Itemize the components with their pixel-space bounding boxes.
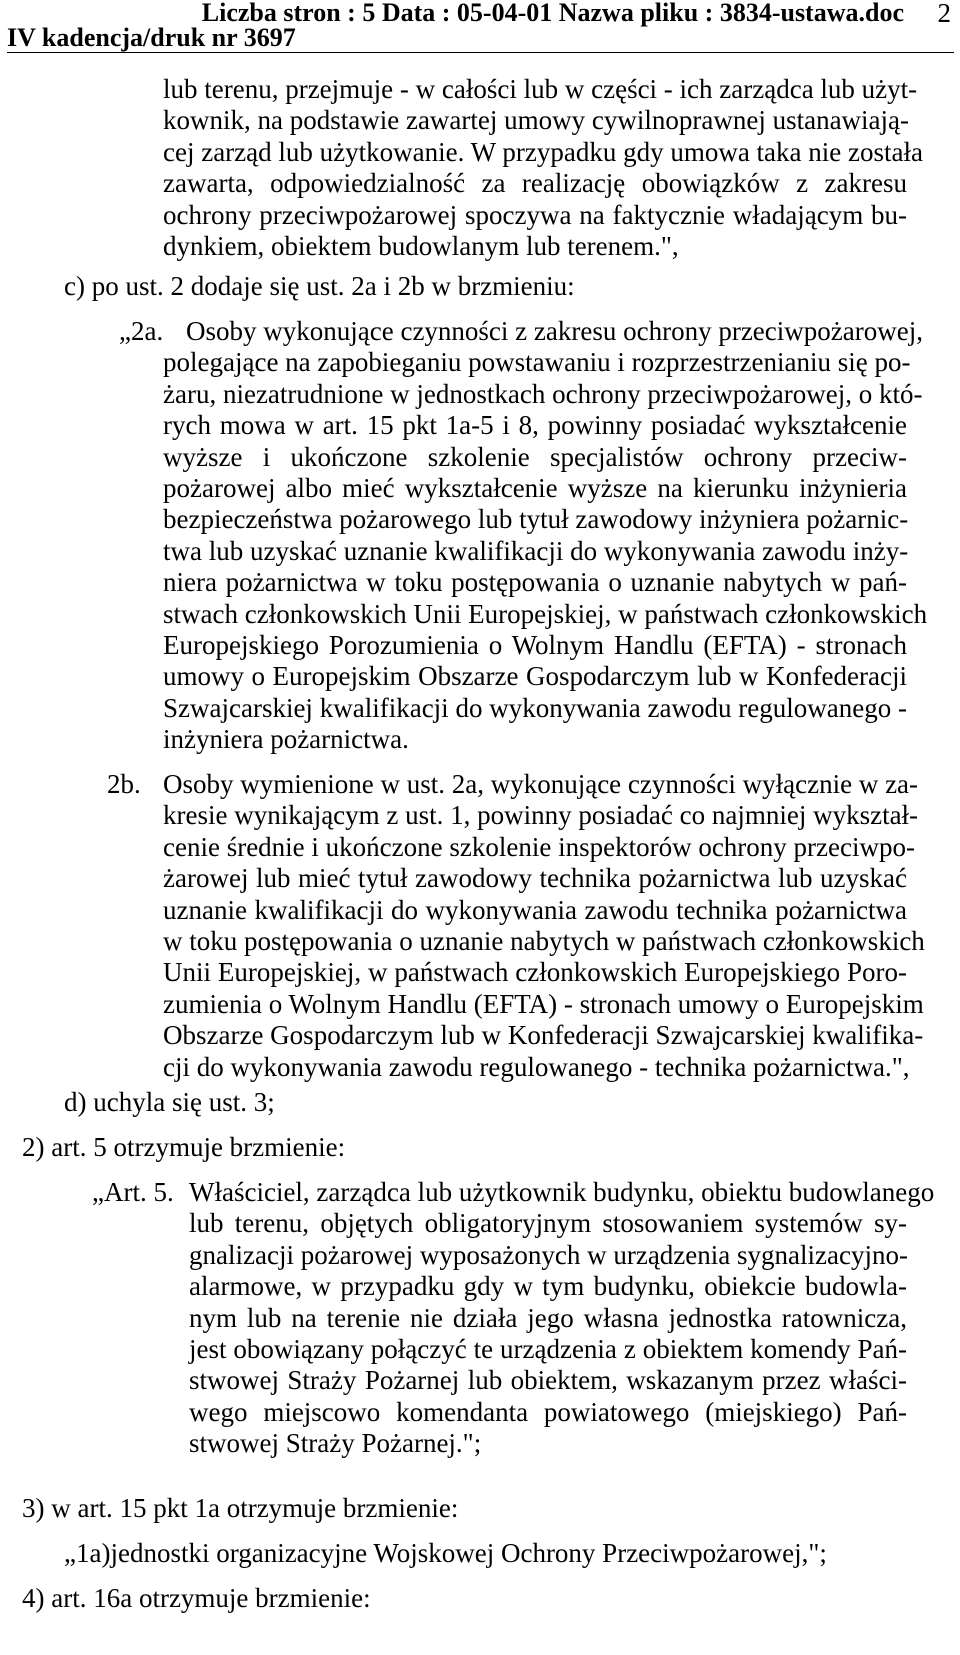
text-line: bezpieczeństwa pożarowego lub tytuł zawodowy inżyniera pożarnic- bbox=[163, 504, 909, 535]
paragraph-2a bbox=[163, 316, 928, 756]
text-line: cej zarząd lub użytkowanie. W przypadku gdy umowa taka nie została bbox=[163, 136, 923, 167]
item-4: 4) art. 16a otrzymuje brzmienie: bbox=[22, 1583, 371, 1613]
intro-paragraph bbox=[163, 74, 923, 262]
text-line: umowy o Europejskim Obszarze Gospodarczym lub w Konfederacji bbox=[163, 661, 907, 692]
text-line: Osoby wymienione w ust. 2a, wykonujące czynności wyłącznie w za- bbox=[163, 769, 919, 799]
item-d: d) uchyla się ust. 3; bbox=[64, 1087, 275, 1117]
paragraph-2b-label: 2b. bbox=[107, 769, 141, 799]
article-5 bbox=[189, 1177, 935, 1460]
text-line: stwowej Straży Pożarnej lub obiektem, wskazanym przez właści- bbox=[189, 1365, 907, 1396]
item-2: 2) art. 5 otrzymuje brzmienie: bbox=[22, 1132, 346, 1162]
text-line: ochrony przeciwpożarowej spoczywa na faktycznie władającym bu- bbox=[163, 199, 907, 230]
paragraph-2b bbox=[163, 769, 925, 1083]
item-c: c) po ust. 2 dodaje się ust. 2a i 2b w brzmieniu: bbox=[64, 271, 575, 301]
text-line: w toku postępowania o uznanie nabytych w państwach członkowskich bbox=[163, 926, 925, 957]
article-5-label: „Art. 5. bbox=[92, 1177, 174, 1207]
header-file-info: Liczba stron : 5 Data : 05-04-01 Nazwa pliku : 3834-ustawa.doc bbox=[201, 0, 904, 27]
text-line: stwowej Straży Pożarnej."; bbox=[189, 1428, 482, 1459]
text-line: pożarowej albo mieć wykształcenie wyższe na kierunku inżynieria bbox=[163, 473, 907, 504]
page-number: 2 bbox=[937, 0, 951, 28]
text-line: Europejskiego Porozumienia o Wolnym Handlu (EFTA) - stronach bbox=[163, 630, 907, 661]
point-1a: „1a)jednostki organizacyjne Wojskowej Ochrony Przeciwpożarowej,"; bbox=[64, 1538, 827, 1568]
page-header bbox=[7, 0, 954, 53]
header-druk-info: IV kadencja/druk nr 3697 bbox=[7, 23, 296, 52]
text-line: uznanie kwalifikacji do wykonywania zawodu technika pożarnictwa bbox=[163, 894, 907, 925]
text-line: Unii Europejskiej, w państwach członkowskich Europejskiego Poro- bbox=[163, 957, 907, 988]
text-line: kresie wynikającym z ust. 1, powinny posiadać co najmniej wykształ- bbox=[163, 800, 919, 831]
text-line: żaru, niezatrudnione w jednostkach ochrony przeciwpożarowej, o któ- bbox=[163, 378, 923, 409]
text-line: inżyniera pożarnictwa. bbox=[163, 724, 409, 755]
item-3: 3) w art. 15 pkt 1a otrzymuje brzmienie: bbox=[22, 1493, 459, 1523]
text-line: żarowej lub mieć tytuł zawodowy technika pożarnictwa lub uzyskać bbox=[163, 863, 907, 894]
text-line: Osoby wykonujące czynności z zakresu ochrony przeciwpożarowej, bbox=[186, 316, 923, 346]
text-line: zawarta, odpowiedzialność za realizację obowiązków z zakresu bbox=[163, 168, 907, 199]
text-line: gnalizacji pożarowej wyposażonych w urządzenia sygnalizacyjno- bbox=[189, 1239, 908, 1270]
text-line: dynkiem, obiektem budowlanym lub terenem.", bbox=[163, 231, 679, 262]
text-line: Obszarze Gospodarczym lub w Konfederacji Szwajcarskiej kwalifika- bbox=[163, 1020, 924, 1051]
text-line: lub terenu, przejmuje - w całości lub w części - ich zarządca lub użyt- bbox=[163, 74, 918, 104]
text-line: Właściciel, zarządca lub użytkownik budynku, obiektu budowlanego bbox=[189, 1177, 935, 1207]
text-line: wego miejscowo komendanta powiatowego (miejskiego) Pań- bbox=[189, 1396, 907, 1427]
text-line: alarmowe, w przypadku gdy w tym budynku, obiekcie budowla- bbox=[189, 1271, 907, 1302]
text-line: polegające na zapobieganiu powstawaniu i rozprzestrzenianiu się po- bbox=[163, 347, 911, 378]
text-line: wyższe i ukończone szkolenie specjalistów ochrony przeciw- bbox=[163, 441, 907, 472]
text-line: zumienia o Wolnym Handlu (EFTA) - stronach umowy o Europejskim bbox=[163, 988, 924, 1019]
text-line: cji do wykonywania zawodu regulowanego - technika pożarnictwa.", bbox=[163, 1051, 910, 1082]
text-line: kownik, na podstawie zawartej umowy cywilnoprawnej ustanawiają- bbox=[163, 105, 910, 136]
text-line: rych mowa w art. 15 pkt 1a-5 i 8, powinny posiadać wykształcenie bbox=[163, 410, 907, 441]
text-line: cenie średnie i ukończone szkolenie inspektorów ochrony przeciwpo- bbox=[163, 831, 915, 862]
text-line: niera pożarnictwa w toku postępowania o uznanie nabytych w pań- bbox=[163, 567, 907, 598]
text-line: twa lub uzyskać uznanie kwalifikacji do wykonywania zawodu inży- bbox=[163, 535, 909, 566]
text-line: lub terenu, objętych obligatoryjnym stosowaniem systemów sy- bbox=[189, 1208, 907, 1239]
text-line: jest obowiązany połączyć te urządzenia z obiektem komendy Pań- bbox=[189, 1334, 907, 1365]
text-line: nym lub na terenie nie działa jego własna jednostka ratownicza, bbox=[189, 1302, 907, 1333]
text-line: Szwajcarskiej kwalifikacji do wykonywania zawodu regulowanego - bbox=[163, 692, 907, 723]
text-line: stwach członkowskich Unii Europejskiej, w państwach członkowskich bbox=[163, 598, 928, 629]
paragraph-2a-label: „2a. bbox=[119, 316, 164, 346]
